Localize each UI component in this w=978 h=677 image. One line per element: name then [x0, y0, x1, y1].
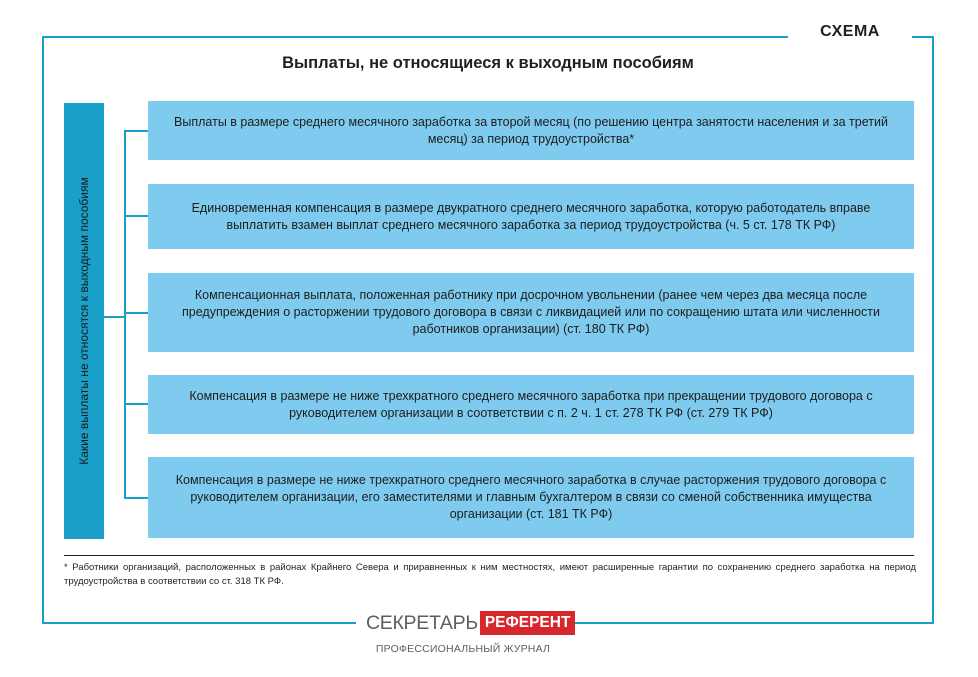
logo-part-referent: РЕФЕРЕНТ: [480, 611, 576, 635]
side-category-label: Какие выплаты не относятся к выходным пособиям: [77, 177, 91, 465]
magazine-logo: [366, 611, 575, 635]
connector-branch-2: [124, 215, 148, 217]
connector-branch-1: [124, 130, 148, 132]
footnote: * Работники организаций, расположенных в районах Крайнего Севера и приравненных к ним местностях, имеют расширенные гарантии по сохранению среднего заработка на период трудоустройства в соответствии со ст. 318 ТК РФ.: [64, 562, 916, 587]
connector-trunk: [124, 130, 126, 499]
payment-box-2: Единовременная компенсация в размере двукратного среднего месячного заработка, которую работодатель вправе выплатить взамен выплат среднего месячного заработка за период трудоустройства (ч. 5 ст. 178 ТК РФ): [148, 184, 914, 249]
scheme-tag: СХЕМА: [820, 23, 880, 40]
logo-subtitle: ПРОФЕССИОНАЛЬНЫЙ ЖУРНАЛ: [375, 643, 551, 655]
payment-box-1: Выплаты в размере среднего месячного заработка за второй месяц (по решению центра занятости населения и за третий месяц) за период трудоустройства*: [148, 101, 914, 160]
payment-box-3: Компенсационная выплата, положенная работнику при досрочном увольнении (ранее чем через два месяца после предупреждения о расторжении трудового договора в связи с ликвидацией или по сокращению штата или численности работников организации) (ст. 180 ТК РФ): [148, 273, 914, 352]
connector-branch-5: [124, 497, 148, 499]
payment-box-5: Компенсация в размере не ниже трехкратного среднего месячного заработка в случае расторжения трудового договора с руководителем организации, его заместителями и главным бухгалтером в связи со сменой собственника имущества организации (ст. 181 ТК РФ): [148, 457, 914, 538]
diagram-title: Выплаты, не относящиеся к выходным пособиям: [282, 54, 694, 72]
connector-branch-4: [124, 403, 148, 405]
payment-box-4: Компенсация в размере не ниже трехкратного среднего месячного заработка при прекращении трудового договора с руководителем организации в соответствии с п. 2 ч. 1 ст. 278 ТК РФ (ст. 279 ТК РФ): [148, 375, 914, 434]
footnote-divider: [64, 555, 914, 556]
connector-branch-3: [124, 312, 148, 314]
logo-part-secretary: СЕКРЕТАРЬ: [366, 612, 478, 634]
connector-stub: [104, 316, 125, 318]
